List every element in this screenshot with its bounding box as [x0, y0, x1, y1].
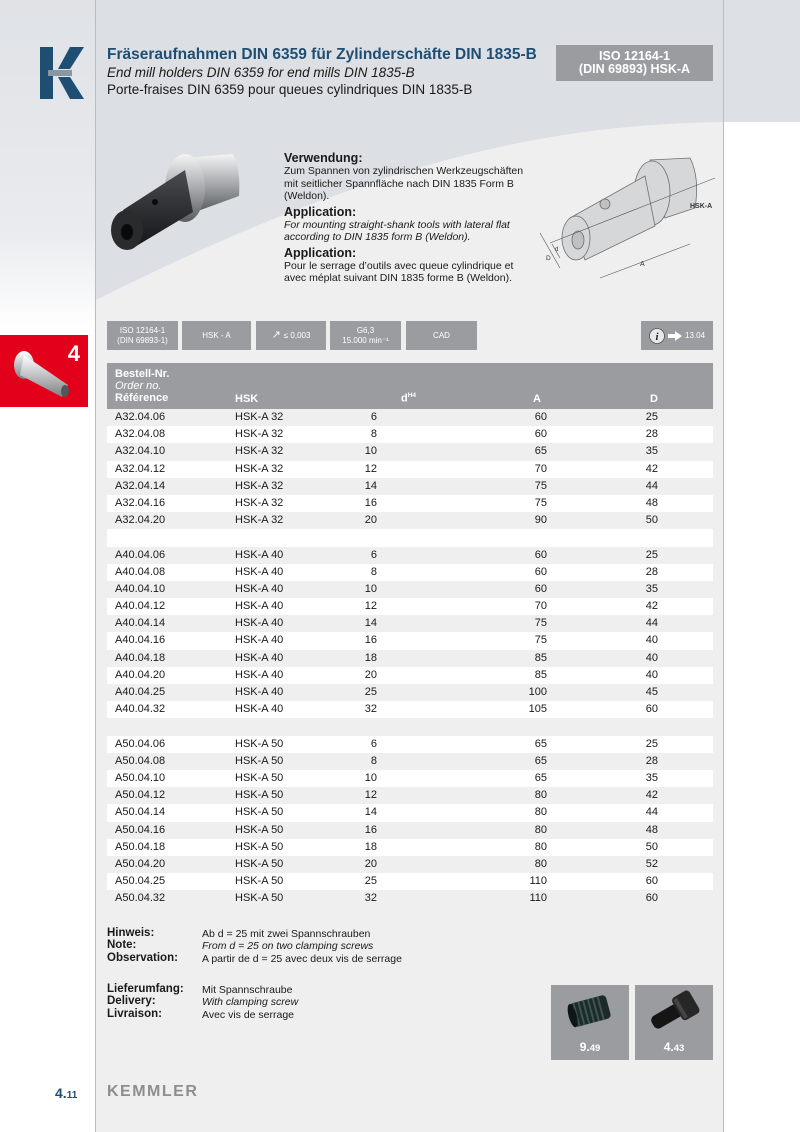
header-a: A — [533, 393, 541, 405]
cell-hsk-size: HSK-A 40 — [235, 582, 284, 595]
header-ref-fr: Référence — [115, 392, 169, 404]
cell-outer-diameter-d: 25 — [645, 737, 658, 750]
cell-hsk-size: HSK-A 50 — [235, 737, 284, 750]
cell-length-a: 65 — [534, 771, 547, 784]
cell-length-a: 65 — [534, 737, 547, 750]
table-row[interactable] — [107, 598, 713, 615]
clamping-screw-icon — [635, 985, 713, 1037]
table-row[interactable] — [107, 581, 713, 598]
acc2-ref-sub: 43 — [673, 1043, 685, 1054]
cell-order-number: A40.04.16 — [115, 634, 166, 647]
table-row[interactable] — [107, 426, 713, 443]
cell-hsk-size: HSK-A 50 — [235, 823, 284, 836]
cell-length-a: 85 — [534, 651, 547, 664]
delivery-label-fr: Livraison: — [107, 1007, 162, 1020]
cell-length-a: 80 — [534, 806, 547, 819]
cell-hsk-size: HSK-A 50 — [235, 806, 284, 819]
cell-order-number: A32.04.12 — [115, 462, 166, 475]
cell-bore-diameter: 16 — [364, 496, 377, 509]
title-french: Porte-fraises DIN 6359 pour queues cylindriques DIN 1835-B — [107, 82, 473, 97]
cad-label: CAD — [433, 330, 450, 340]
delivery-label-en: Delivery: — [107, 995, 156, 1008]
cell-hsk-size: HSK-A 32 — [235, 479, 284, 492]
hint-label-en: Note: — [107, 939, 137, 952]
cell-bore-diameter: 20 — [364, 857, 377, 870]
cell-length-a: 60 — [534, 548, 547, 561]
usage-heading-de: Verwendung: — [284, 151, 363, 165]
cell-length-a: 60 — [534, 411, 547, 423]
cell-order-number: A50.04.14 — [115, 806, 166, 819]
cell-bore-diameter: 20 — [364, 514, 377, 527]
cell-order-number: A32.04.20 — [115, 514, 166, 527]
cell-order-number: A50.04.32 — [115, 892, 166, 905]
cell-length-a: 90 — [534, 514, 547, 527]
cell-order-number: A50.04.25 — [115, 875, 166, 888]
acc1-ref-main: 9. — [579, 1040, 590, 1054]
delivery-label-de: Lieferumfang: — [107, 983, 184, 995]
cell-bore-diameter: 20 — [364, 668, 377, 681]
cell-outer-diameter-d: 50 — [645, 840, 658, 853]
cell-outer-diameter-d: 35 — [645, 445, 658, 458]
cell-hsk-size: HSK-A 50 — [235, 840, 284, 853]
hint-label-de: Hinweis: — [107, 927, 155, 939]
cell-length-a: 75 — [534, 634, 547, 647]
table-row[interactable] — [107, 873, 713, 890]
table-header — [107, 363, 713, 409]
cell-length-a: 75 — [534, 479, 547, 492]
cell-bore-diameter: 25 — [364, 875, 377, 888]
chip-runout — [256, 321, 326, 350]
cell-hsk-size: HSK-A 40 — [235, 651, 284, 664]
section-tab[interactable] — [0, 335, 88, 407]
cell-order-number: A40.04.25 — [115, 686, 166, 698]
cell-outer-diameter-d: 28 — [645, 754, 658, 767]
set-screw-icon — [551, 985, 629, 1037]
chip-balance-grade: G6,3 — [356, 326, 375, 335]
drawing-label-d-small: d — [555, 247, 559, 253]
cell-outer-diameter-d: 60 — [645, 892, 658, 905]
cell-order-number: A40.04.18 — [115, 651, 166, 664]
page-number-main: 4. — [55, 1085, 67, 1101]
cell-length-a: 100 — [528, 686, 547, 698]
cell-outer-diameter-d: 60 — [645, 703, 658, 716]
accessory-set-screw[interactable] — [551, 985, 629, 1060]
cell-hsk-size: HSK-A 40 — [235, 703, 284, 716]
cell-order-number: A50.04.18 — [115, 840, 166, 853]
cell-bore-diameter: 18 — [364, 651, 377, 664]
cell-order-number: A40.04.32 — [115, 703, 166, 716]
usage-heading-fr: Application: — [284, 245, 357, 260]
runout-arrow-icon: ↗ — [271, 328, 281, 341]
cell-hsk-size: HSK-A 40 — [235, 617, 284, 630]
title-english: End mill holders DIN 6359 for end mills DIN 1835-B — [107, 65, 415, 80]
delivery-text-de: Mit Spannschraube — [202, 984, 293, 996]
accessory-ref-set-screw — [551, 1040, 629, 1054]
delivery-text-fr: Avec vis de serrage — [202, 1008, 295, 1021]
cell-order-number: A40.04.08 — [115, 565, 166, 578]
cell-order-number: A40.04.20 — [115, 668, 166, 681]
cell-outer-diameter-d: 40 — [645, 651, 658, 664]
table-row[interactable] — [107, 667, 713, 684]
cell-order-number: A32.04.06 — [115, 411, 166, 423]
cell-length-a: 85 — [534, 668, 547, 681]
cell-length-a: 80 — [534, 840, 547, 853]
header-d — [401, 390, 416, 405]
header-reference — [115, 368, 169, 404]
cell-order-number: A32.04.10 — [115, 445, 166, 458]
cell-outer-diameter-d: 48 — [645, 496, 658, 509]
right-margin — [724, 0, 800, 1132]
cell-order-number: A40.04.06 — [115, 548, 166, 561]
cell-length-a: 65 — [534, 445, 547, 458]
table-row[interactable] — [107, 512, 713, 529]
cell-outer-diameter-d: 45 — [645, 686, 658, 698]
cell-bore-diameter: 6 — [370, 737, 377, 750]
cell-bore-diameter: 16 — [364, 823, 377, 836]
page-title-block — [107, 45, 547, 98]
hint-text-de: Ab d = 25 mit zwei Spannschrauben — [202, 928, 371, 940]
table-row[interactable] — [107, 770, 713, 787]
cell-bore-diameter: 8 — [370, 428, 377, 441]
cell-bore-diameter: 18 — [364, 840, 377, 853]
cell-length-a: 80 — [534, 857, 547, 870]
table-row[interactable] — [107, 461, 713, 478]
cell-bore-diameter: 14 — [364, 617, 377, 630]
table-row[interactable] — [107, 753, 713, 770]
cell-order-number: A40.04.14 — [115, 617, 166, 630]
table-row[interactable] — [107, 787, 713, 804]
cell-order-number: A40.04.10 — [115, 582, 166, 595]
usage-text-de: Zum Spannen von zylindrischen Werkzeugschäften mit seitlicher Spannfläche nach DIN 1835 Form B (Weldon). — [284, 165, 524, 202]
product-photo — [103, 140, 243, 250]
title-german: Fräseraufnahmen DIN 6359 für Zylinderschäfte DIN 1835-B — [107, 46, 537, 63]
cell-order-number: A50.04.06 — [115, 737, 166, 750]
cell-hsk-size: HSK-A 32 — [235, 445, 284, 458]
cell-length-a: 75 — [534, 496, 547, 509]
cad-button[interactable] — [406, 321, 477, 350]
page-number — [55, 1085, 77, 1101]
cell-outer-diameter-d: 42 — [645, 789, 658, 802]
table-row[interactable] — [107, 478, 713, 495]
cell-length-a: 80 — [534, 789, 547, 802]
cell-order-number: A50.04.20 — [115, 857, 166, 870]
cell-hsk-size: HSK-A 40 — [235, 668, 284, 681]
cell-bore-diameter: 14 — [364, 479, 377, 492]
table-row[interactable] — [107, 684, 713, 701]
cell-bore-diameter: 14 — [364, 806, 377, 819]
table-row[interactable] — [107, 547, 713, 564]
usage-text-fr: Pour le serrage d’outils avec queue cylindrique et avec méplat suivant DIN 1835 forme B (Weldon). — [284, 259, 514, 284]
cell-bore-diameter: 6 — [370, 548, 377, 561]
header-ref-de: Bestell-Nr. — [115, 368, 170, 380]
section-tool-icon — [10, 349, 72, 399]
cell-outer-diameter-d: 60 — [645, 875, 658, 888]
acc1-ref-sub: 49 — [589, 1043, 601, 1054]
table-row[interactable] — [107, 822, 713, 839]
cell-bore-diameter: 10 — [364, 445, 377, 458]
cell-hsk-size: HSK-A 40 — [235, 600, 284, 613]
technical-drawing — [530, 148, 725, 288]
cell-hsk-size: HSK-A 32 — [235, 462, 284, 475]
table-row[interactable] — [107, 632, 713, 649]
cell-order-number: A50.04.12 — [115, 789, 166, 802]
table-row[interactable] — [107, 650, 713, 667]
hint-text-fr: A partir de d = 25 avec deux vis de serrage — [202, 952, 402, 965]
cell-outer-diameter-d: 44 — [645, 806, 658, 819]
cell-length-a: 60 — [534, 565, 547, 578]
cell-outer-diameter-d: 44 — [645, 479, 658, 492]
cell-order-number: A50.04.10 — [115, 771, 166, 784]
chip-iso-line2: (DIN 69893-1) — [117, 335, 168, 345]
table-row[interactable] — [107, 564, 713, 581]
cell-bore-diameter: 32 — [364, 892, 377, 905]
cell-bore-diameter: 8 — [370, 565, 377, 578]
cell-order-number: A32.04.16 — [115, 496, 166, 509]
cell-hsk-size: HSK-A 50 — [235, 789, 284, 802]
cell-outer-diameter-d: 35 — [645, 771, 658, 784]
info-reference-page: 13.04 — [685, 331, 706, 340]
chip-runout-value: ≤ 0,003 — [283, 330, 311, 340]
acc2-ref-main: 4. — [663, 1040, 674, 1054]
cell-hsk-size: HSK-A 50 — [235, 754, 284, 767]
cell-hsk-size: HSK-A 40 — [235, 565, 284, 578]
cell-outer-diameter-d: 52 — [645, 857, 658, 870]
cell-hsk-size: HSK-A 40 — [235, 548, 284, 561]
cell-hsk-size: HSK-A 32 — [235, 496, 284, 509]
table-row[interactable] — [107, 804, 713, 821]
delivery-text-en: With clamping screw — [202, 996, 299, 1009]
cell-length-a: 105 — [528, 703, 547, 716]
cell-length-a: 75 — [534, 617, 547, 630]
cell-bore-diameter: 6 — [370, 411, 377, 423]
usage-description — [284, 151, 534, 287]
chip-iso-standard — [107, 321, 178, 350]
cell-bore-diameter: 25 — [364, 686, 377, 698]
cell-length-a: 65 — [534, 754, 547, 767]
chip-hsk-type — [182, 321, 251, 350]
accessory-ref-clamping-screw — [635, 1040, 713, 1054]
svg-text:i: i — [655, 330, 659, 343]
cell-length-a: 110 — [529, 875, 547, 888]
cell-outer-diameter-d: 35 — [645, 582, 658, 595]
cell-order-number: A40.04.12 — [115, 600, 166, 613]
cell-length-a: 70 — [534, 462, 547, 475]
cell-outer-diameter-d: 44 — [645, 617, 658, 630]
header-d-symbol: d — [401, 393, 408, 405]
cell-hsk-size: HSK-A 32 — [235, 411, 284, 423]
table-body — [107, 409, 713, 907]
section-number: 4 — [67, 341, 80, 366]
cell-outer-diameter-d: 40 — [645, 634, 658, 647]
cell-hsk-size: HSK-A 40 — [235, 634, 284, 647]
group-spacer — [107, 718, 713, 735]
table-row[interactable] — [107, 409, 713, 426]
cell-bore-diameter: 12 — [364, 789, 377, 802]
hint-text-en: From d = 25 on two clamping screws — [202, 940, 374, 953]
chip-balance-speed: 15.000 min⁻¹ — [342, 335, 389, 345]
cell-order-number: A50.04.16 — [115, 823, 166, 836]
table-row[interactable] — [107, 495, 713, 512]
cell-hsk-size: HSK-A 50 — [235, 892, 284, 905]
table-row[interactable] — [107, 839, 713, 856]
drawing-label-a: A — [640, 261, 645, 268]
cell-outer-diameter-d: 25 — [645, 411, 658, 423]
cell-bore-diameter: 12 — [364, 462, 377, 475]
cell-outer-diameter-d: 28 — [645, 428, 658, 441]
standard-badge-line2: (DIN 69893) HSK-A — [578, 62, 691, 76]
brand-name: KEMMLER — [107, 1083, 199, 1100]
accessory-clamping-screw[interactable] — [635, 985, 713, 1060]
kemmler-logo-icon — [40, 47, 84, 99]
table-row[interactable] — [107, 701, 713, 718]
cell-bore-diameter: 16 — [364, 634, 377, 647]
arrow-right-icon — [668, 331, 682, 341]
cell-hsk-size: HSK-A 50 — [235, 875, 284, 888]
cell-hsk-size: HSK-A 32 — [235, 428, 284, 441]
cell-length-a: 70 — [534, 600, 547, 613]
cell-order-number: A32.04.14 — [115, 479, 166, 492]
standard-badge-line1: ISO 12164-1 — [599, 49, 670, 63]
usage-text-en: For mounting straight-shank tools with lateral flat according to DIN 1835 form B (Weldon). — [284, 218, 510, 243]
cell-length-a: 60 — [534, 428, 547, 441]
right-margin-header — [724, 0, 800, 122]
table-row[interactable] — [107, 443, 713, 460]
cell-outer-diameter-d: 50 — [645, 514, 658, 527]
group-spacer — [107, 529, 713, 546]
cell-length-a: 60 — [534, 582, 547, 595]
cell-outer-diameter-d: 25 — [645, 548, 658, 561]
cell-order-number: A50.04.08 — [115, 754, 166, 767]
header-hsk: HSK — [235, 393, 259, 405]
table-row[interactable] — [107, 890, 713, 907]
cell-outer-diameter-d: 40 — [645, 668, 658, 681]
hint-label-fr: Observation: — [107, 951, 178, 964]
cell-order-number: A32.04.08 — [115, 428, 166, 441]
usage-heading-en: Application: — [284, 204, 357, 219]
info-icon — [649, 328, 665, 344]
chip-iso-line1: ISO 12164-1 — [119, 326, 166, 335]
cell-hsk-size: HSK-A 40 — [235, 686, 284, 698]
page-number-sub: 11 — [66, 1090, 78, 1101]
info-reference-button[interactable] — [641, 321, 713, 350]
cell-hsk-size: HSK-A 50 — [235, 857, 284, 870]
cell-outer-diameter-d: 42 — [645, 462, 658, 475]
cell-bore-diameter: 10 — [364, 771, 377, 784]
cell-bore-diameter: 12 — [364, 600, 377, 613]
chip-balance — [330, 321, 401, 350]
header-d-outer: D — [650, 393, 658, 405]
chip-hsk-label: HSK - A — [202, 330, 231, 340]
table-row[interactable] — [107, 615, 713, 632]
cell-hsk-size: HSK-A 50 — [235, 771, 284, 784]
header-d-tolerance: H4 — [407, 392, 417, 400]
table-row[interactable] — [107, 736, 713, 753]
cell-hsk-size: HSK-A 32 — [235, 514, 284, 527]
cell-length-a: 110 — [529, 892, 547, 905]
drawing-label-hsk: HSK-A — [690, 203, 713, 210]
standard-badge — [556, 45, 713, 81]
cell-length-a: 80 — [534, 823, 547, 836]
drawing-label-d-large: D — [546, 255, 551, 262]
cell-outer-diameter-d: 42 — [645, 600, 658, 613]
cell-bore-diameter: 10 — [364, 582, 377, 595]
cell-bore-diameter: 32 — [364, 703, 377, 716]
cell-outer-diameter-d: 28 — [645, 565, 658, 578]
table-row[interactable] — [107, 856, 713, 873]
cell-bore-diameter: 8 — [370, 754, 377, 767]
header-ref-en: Order no. — [115, 380, 162, 392]
cell-outer-diameter-d: 48 — [645, 823, 658, 836]
